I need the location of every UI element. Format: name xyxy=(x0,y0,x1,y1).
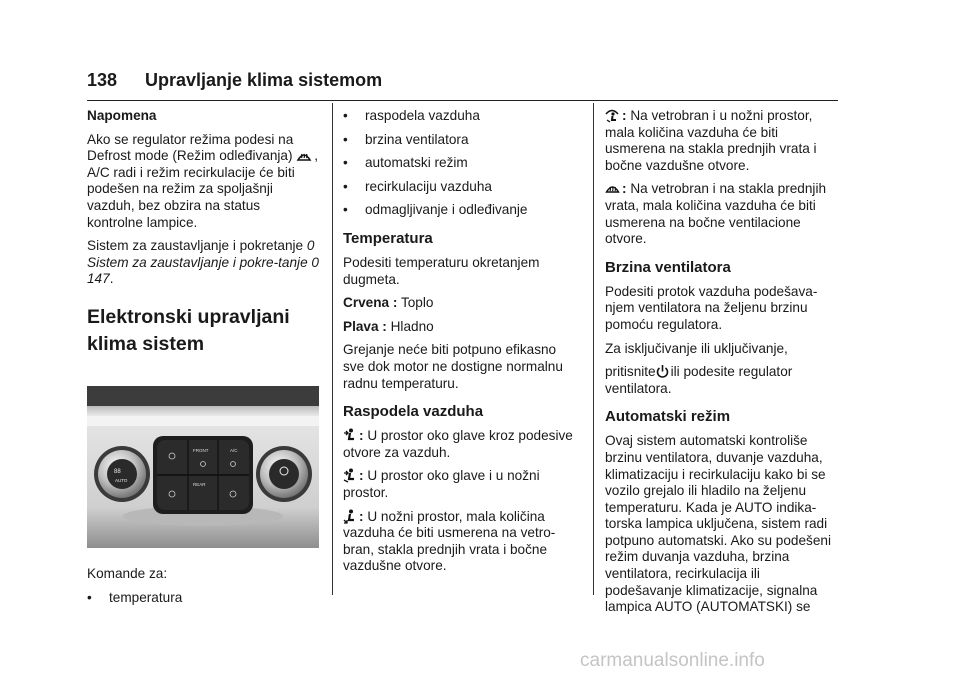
note-text xyxy=(87,132,319,232)
red-value: Toplo xyxy=(400,295,434,311)
controls-intro: Komande za: xyxy=(87,565,168,581)
column-divider xyxy=(593,103,594,595)
list-item-text: automatski režim xyxy=(365,155,468,171)
defrost-windshield-icon xyxy=(605,181,620,196)
fan-speed-text: Podesiti protok vazduha podešava-njem ventilatora na željenu brzinu pomoću regulatora. xyxy=(605,283,818,332)
defrost-mode-text: Na vetrobran i na stakla prednjih vrata, mala količina vazduha će biti usmerena na bočne ventilacione otvore. xyxy=(605,181,827,247)
front-label: FRONT xyxy=(193,447,209,453)
blue-label: Plava : xyxy=(343,318,387,334)
blue-value: Hladno xyxy=(390,318,434,334)
list-item xyxy=(343,179,579,196)
reference-page-arrow-icon: 0 xyxy=(311,254,319,270)
defrost-windshield-icon xyxy=(296,148,312,163)
temperature-heading: Temperatura xyxy=(343,229,433,247)
defog-mode-definition xyxy=(605,108,840,174)
air-distribution-heading: Raspodela vazduha xyxy=(343,403,484,421)
blue-definition xyxy=(343,319,579,336)
rear-label: REAR xyxy=(193,481,206,487)
colon: : xyxy=(359,468,364,484)
reference-arrow-icon: 0 xyxy=(306,238,315,254)
watermark: carmanualsonline.info xyxy=(580,650,765,671)
bullet: • xyxy=(343,155,348,171)
auto-mode-heading: Automatski režim xyxy=(605,408,731,426)
note-text-a: Ako se regulator režima podesi na Defrost mode (Režim odleđivanja) xyxy=(87,131,294,164)
list-item xyxy=(87,590,319,607)
bilevel-mode-icon xyxy=(343,468,357,483)
floor-mode-definition xyxy=(343,509,579,575)
fan-power-text-b: ili podesite regulator ventilatora. xyxy=(605,364,793,396)
defog-mode-text: Na vetrobran i u nožni prostor, mala količina vazduha će biti usmerena na stakla prednjih vrata i bočne vazdušne otvore. xyxy=(605,108,817,173)
list-item xyxy=(343,108,579,125)
climate-control-panel-image xyxy=(87,386,319,548)
control-panel-illustration xyxy=(87,386,319,548)
list-item xyxy=(343,132,579,149)
list-item-text: raspodela vazduha xyxy=(365,108,480,123)
red-definition xyxy=(343,295,579,312)
list-item-text: recirkulaciju vazduha xyxy=(365,178,492,194)
vent-mode-definition xyxy=(343,428,579,461)
temperature-note: Grejanje neće biti potpuno efikasno sve dok motor ne dostigne normalnu radnu temperaturu. xyxy=(343,342,563,391)
auto-label: AUTO xyxy=(115,477,128,483)
colon: : xyxy=(359,428,364,444)
colon: : xyxy=(622,108,627,123)
bullet: • xyxy=(343,202,348,218)
page-title: Upravljanje klima sistemom xyxy=(145,70,383,90)
temperature-text: Podesiti temperaturu okretanjem dugmeta. xyxy=(343,254,540,287)
colon: : xyxy=(359,508,364,524)
vent-mode-text: U prostor oko glave kroz podesive otvore za vazduh. xyxy=(343,428,573,460)
ac-label: A/C xyxy=(230,447,238,453)
defog-mode-icon xyxy=(605,108,620,123)
reference-page[interactable]: 147 xyxy=(87,271,110,287)
red-label: Crvena : xyxy=(343,295,398,311)
reference-text: Sistem za zaustavljanje i pokretanje xyxy=(87,238,304,254)
note-text-b: , A/C radi i režim recirkulacije će biti podešen na režim za spoljašnji vazduh, bez obzira na status kontrolne lampice. xyxy=(87,148,319,230)
auto-mode-text: Ovaj sistem automatski kontroliše brzinu ventilatora, duvanje vazduha, klimatizaciju i recirkulaciju kako bi se vozilo grejalo ili hladilo na željenu temperaturu. Kada je AUTO indika-torska lampica uključena, sistem radi potpuno automatski. Ako su podešeni režim duvanja vazduha, brzina ventilatora, recirkulacija ili podešavanje klimatizacije, signalna lampica AUTO (AUTOMATSKI) se xyxy=(605,433,831,615)
reference-link[interactable]: Sistem za zaustavljanje i pokre-tanje xyxy=(87,254,308,270)
section-title: Elektronski upravljani klima sistem xyxy=(87,305,290,355)
fan-speed-heading: Brzina ventilatora xyxy=(605,258,731,276)
list-item-text: brzina ventilatora xyxy=(365,131,469,147)
vent-mode-icon xyxy=(343,428,357,443)
page-number: 138 xyxy=(87,70,118,90)
column-right xyxy=(605,108,840,623)
column-divider xyxy=(332,103,333,595)
page-header xyxy=(87,70,838,101)
reference-period: . xyxy=(109,271,114,287)
list-item xyxy=(343,155,579,172)
list-item-text: temperatura xyxy=(109,589,183,605)
floor-mode-text: U nožni prostor, mala količina vazduha će biti usmerena na vetro-bran, stakla prednjih vrata i bočne vazdušne otvore. xyxy=(343,508,556,574)
list-item-text: odmagljivanje i odleđivanje xyxy=(365,202,528,218)
list-item xyxy=(343,202,579,219)
bullet: • xyxy=(343,178,348,194)
reference-paragraph xyxy=(87,238,319,288)
colon: : xyxy=(622,181,627,197)
controls-list-continued xyxy=(343,108,579,219)
bilevel-mode-definition xyxy=(343,468,579,501)
bullet: • xyxy=(87,589,92,605)
power-icon xyxy=(656,364,669,379)
note-title: Napomena xyxy=(87,108,157,123)
bullet: • xyxy=(343,131,348,147)
bullet: • xyxy=(343,108,348,123)
fan-power-text xyxy=(605,364,840,397)
floor-mode-icon xyxy=(343,509,357,524)
column-middle xyxy=(343,108,579,582)
svg-text:88: 88 xyxy=(114,468,121,475)
bilevel-mode-text: U prostor oko glave i u nožni prostor. xyxy=(343,468,540,500)
fan-power-text-a: pritisnite xyxy=(605,364,656,380)
fan-toggle-text: Za isključivanje ili uključivanje, xyxy=(605,340,788,356)
column-left xyxy=(87,108,319,613)
controls-list xyxy=(87,590,319,607)
defrost-mode-definition xyxy=(605,181,840,247)
